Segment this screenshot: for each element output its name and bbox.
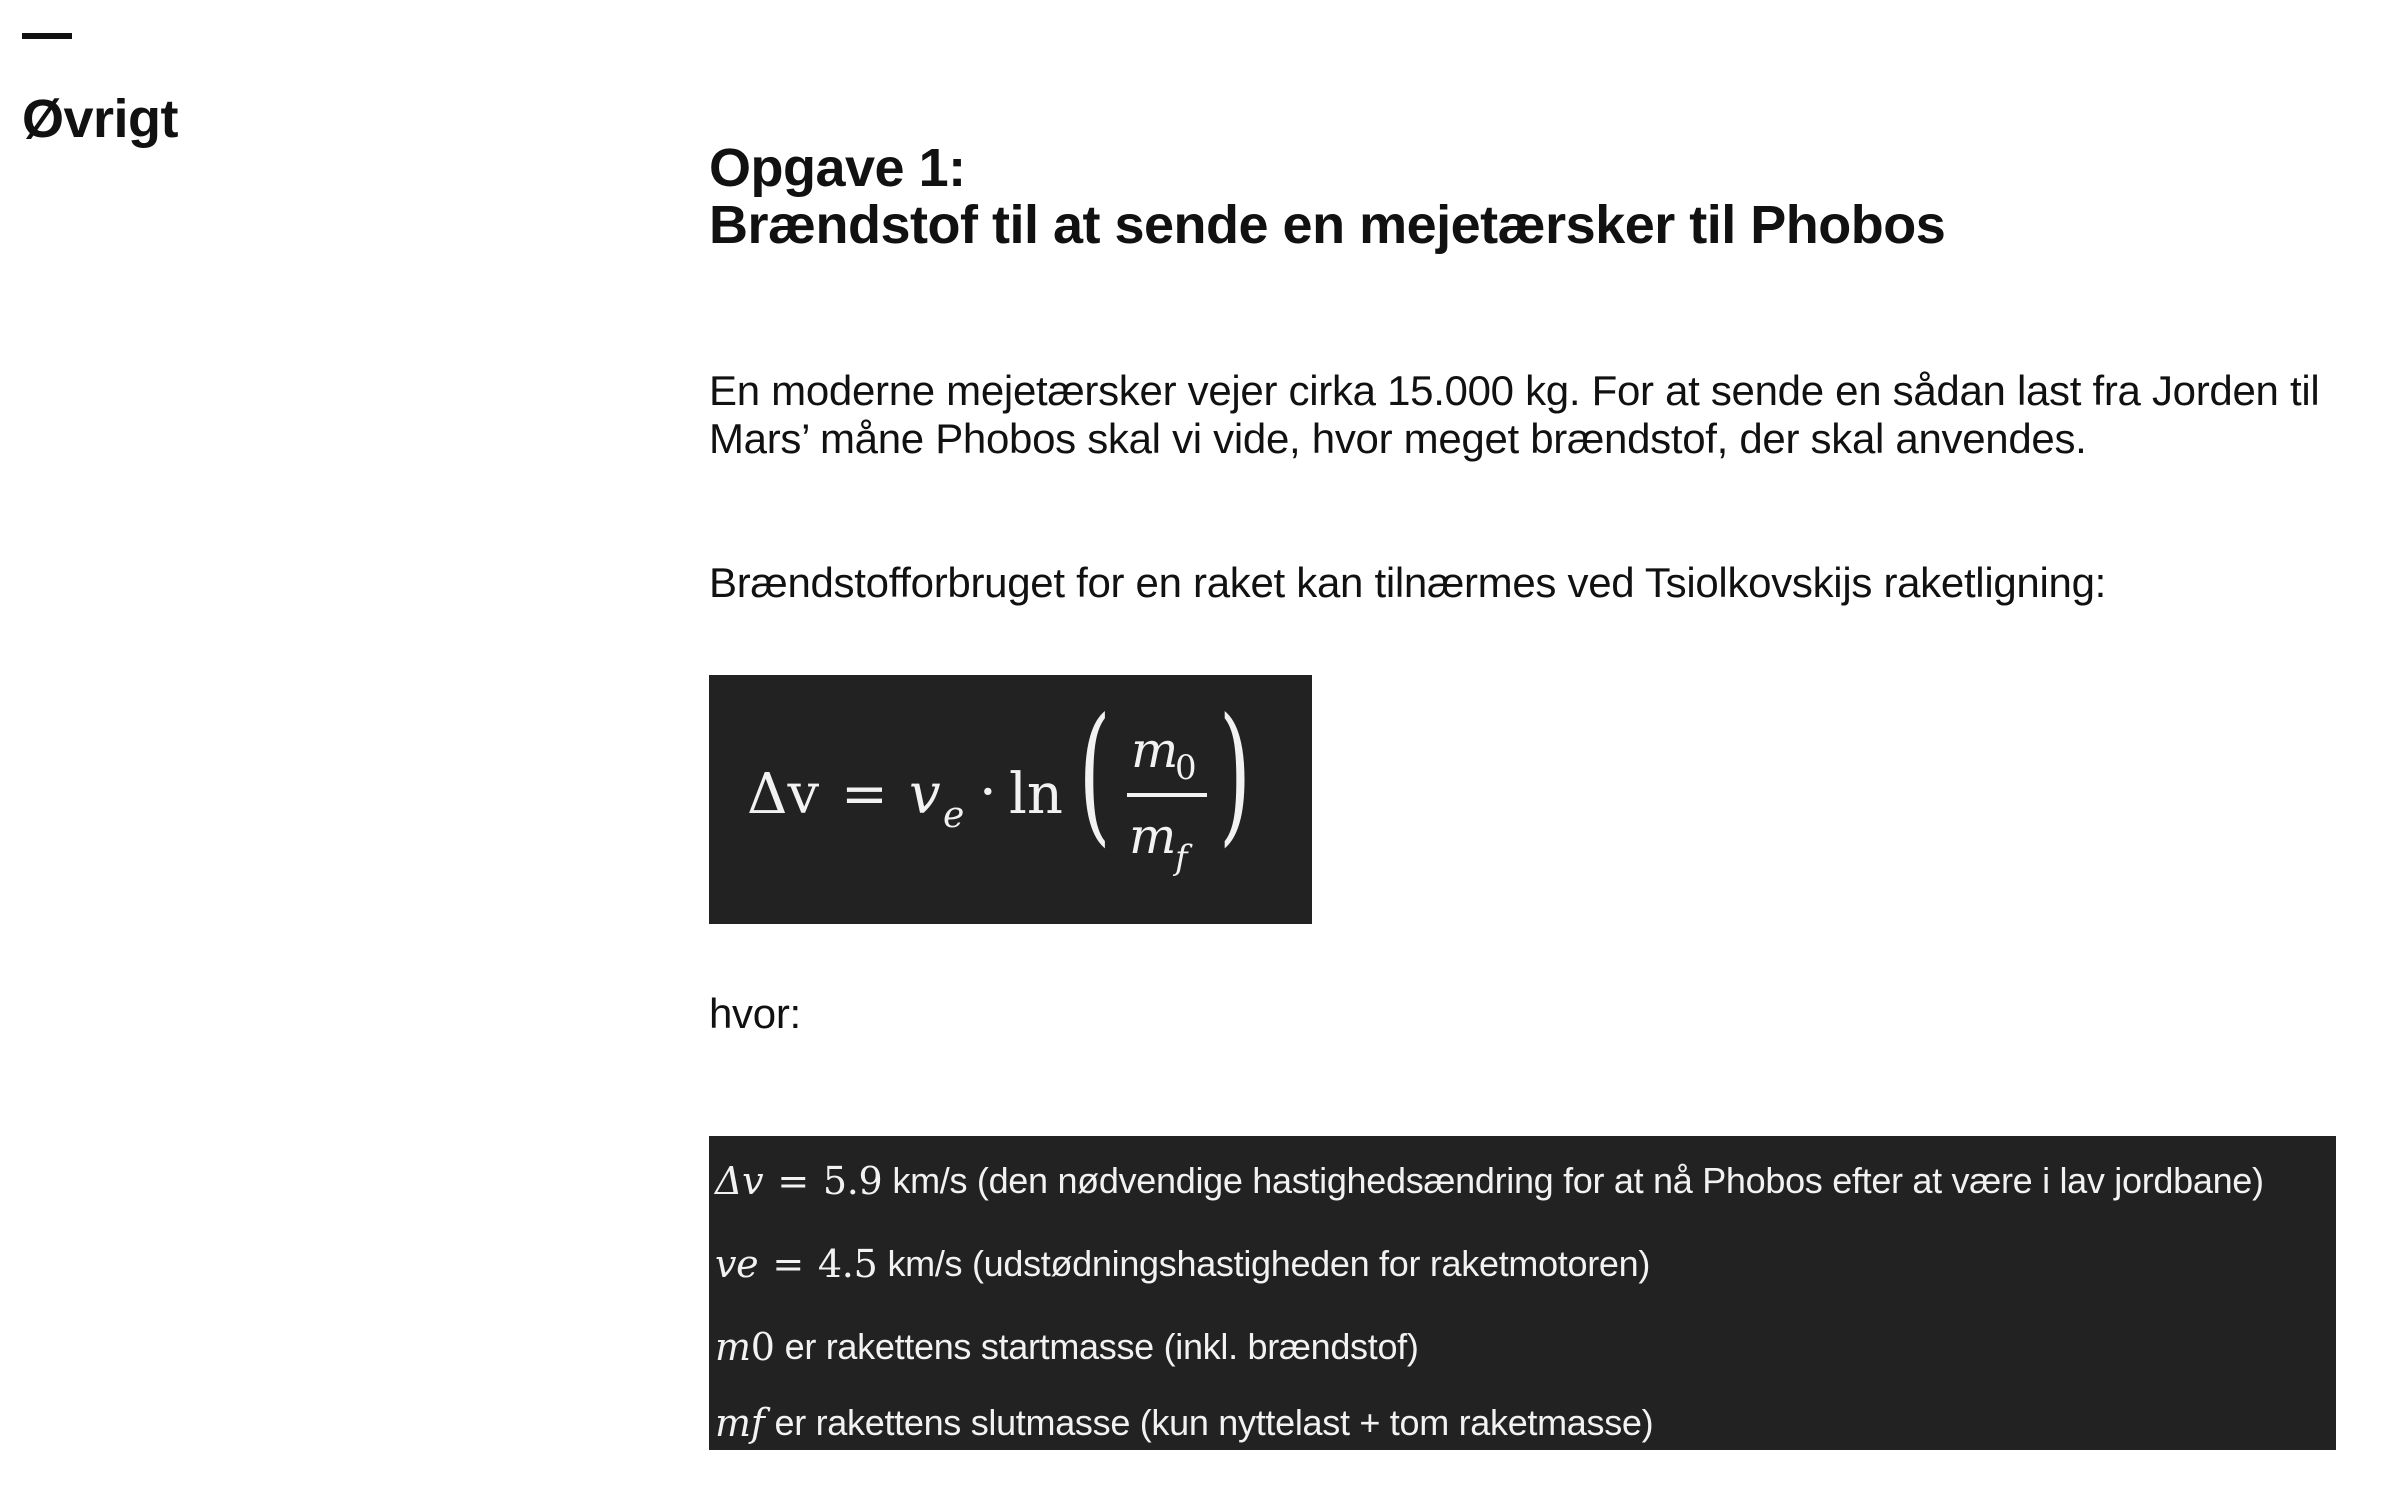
variable-definitions [709, 1136, 2336, 1450]
left-paren: ( [1078, 686, 1111, 861]
def-operator: = [772, 1242, 804, 1286]
formula-numerator-sub: 0 [1175, 748, 1197, 788]
def-value: 5.9 [822, 1159, 883, 1203]
formula-denominator: m [1129, 807, 1177, 865]
where-label: hvor: [709, 990, 801, 1037]
formula-lhs: Δv [747, 762, 820, 827]
def-subscript: e [736, 1242, 759, 1286]
formula-ve-sub: e [943, 795, 965, 836]
def-symbol: Δv [715, 1159, 764, 1203]
formula-ve: v [909, 762, 941, 827]
task-subject: Brændstof til at sende en mejetærsker til Phobos [709, 195, 1946, 255]
def-symbol: v [715, 1242, 737, 1286]
rocket-equation-image [709, 675, 1312, 924]
rocket-equation [709, 675, 1312, 924]
right-paren: ) [1218, 686, 1252, 861]
definition-mf [715, 1395, 1653, 1450]
definition-m0 [715, 1312, 1419, 1382]
task-number: Opgave 1: [709, 138, 966, 198]
def-operator: = [777, 1159, 809, 1203]
intro-paragraph: En moderne mejetærsker vejer cirka 15.000 kg. For at sende en sådan last fra Jorden til Mars’ måne Phobos skal vi vide, hvor meget brændstof, der skal anvendes. [709, 367, 2320, 462]
fraction-bar [1127, 793, 1207, 797]
task-title [709, 140, 2359, 254]
formula-numerator: m [1131, 721, 1179, 779]
def-text: km/s (udstødningshastigheden for raketmotoren) [887, 1243, 1651, 1284]
equation-intro: Brændstofforbruget for en raket kan tilnærmes ved Tsiolkovskijs raketligning: [709, 559, 2107, 606]
def-value: 4.5 [817, 1242, 878, 1286]
def-subscript: 0 [750, 1325, 775, 1369]
sidebar-heading: Øvrigt [22, 89, 179, 149]
top-dash [22, 33, 72, 39]
def-text: km/s (den nødvendige hastighedsændring for at nå Phobos efter at være i lav jordbane) [892, 1160, 2264, 1201]
def-symbol: m [715, 1400, 751, 1445]
def-subscript: f [750, 1400, 765, 1445]
def-symbol: m [715, 1325, 751, 1369]
def-text: er rakettens slutmasse (kun nyttelast + tom raketmasse) [774, 1401, 1654, 1443]
def-text: er rakettens startmasse (inkl. brændstof) [784, 1326, 1419, 1367]
formula-ln: ln [1009, 762, 1063, 827]
formula-denominator-sub: f [1175, 838, 1188, 878]
formula-dot: · [979, 760, 997, 825]
definition-ve [715, 1229, 1650, 1299]
task-content [709, 140, 2359, 1450]
formula-equals: = [841, 762, 888, 827]
definition-delta-v [715, 1146, 2264, 1216]
